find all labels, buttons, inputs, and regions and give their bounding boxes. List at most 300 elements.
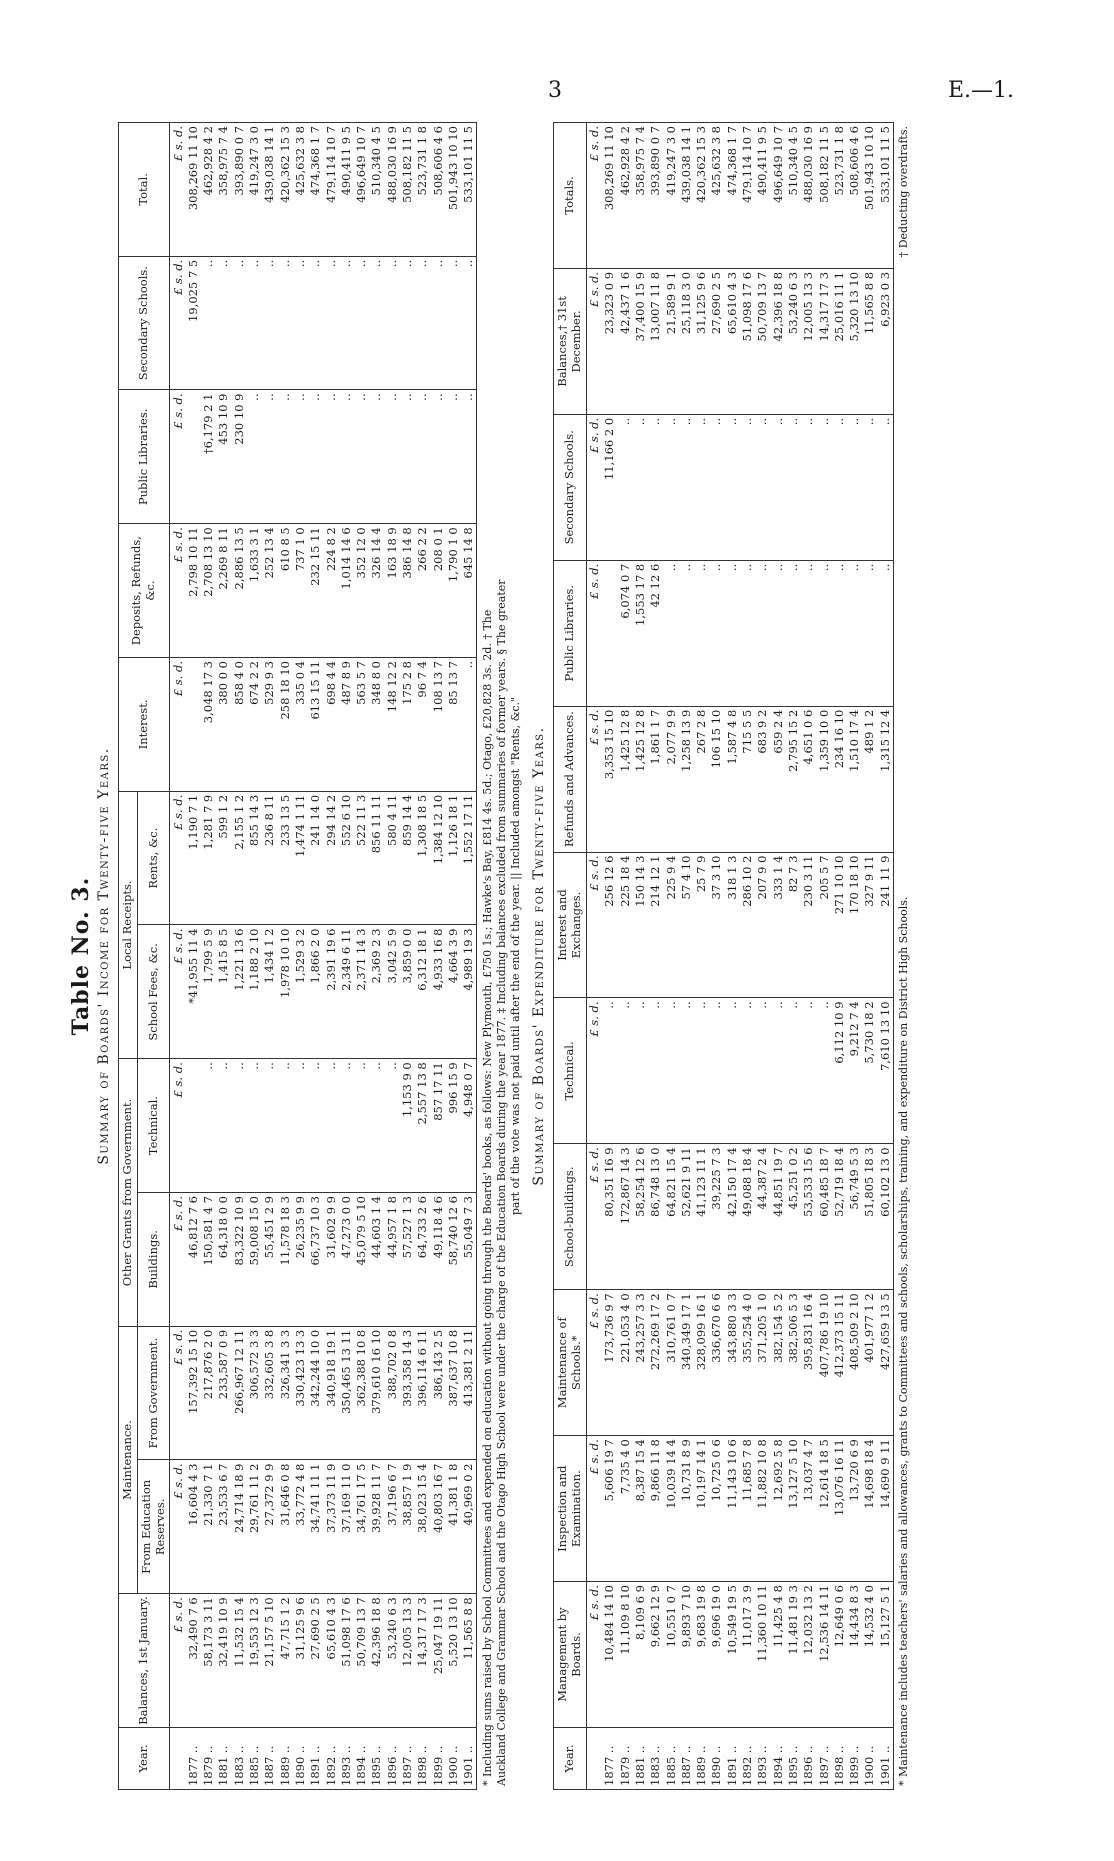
income-header: From Education Reserves. — [137, 1460, 170, 1594]
exp-unit-cell: £ s. d. — [586, 1435, 602, 1581]
amount-cell: 332,605 3 8 — [262, 1326, 277, 1460]
exp-unit-cell: £ s. d. — [586, 852, 602, 998]
amount-cell: .. — [847, 560, 862, 706]
income-header: Interest. — [119, 657, 170, 791]
amount-cell: 64,821 15 4 — [663, 1143, 678, 1289]
year-cell: 1892 .. — [740, 1727, 755, 1789]
amount-cell: 224 8 2 — [323, 523, 338, 657]
amount-cell: 427,659 13 5 — [878, 1289, 894, 1435]
amount-cell: 175 2 8 — [400, 657, 415, 791]
amount-cell: .. — [816, 560, 831, 706]
amount-cell: 39,225 7 3 — [709, 1143, 724, 1289]
amount-cell: 6,074 0 7 — [618, 560, 633, 706]
amount-cell: 1,425 12 8 — [618, 706, 633, 852]
amount-cell: .. — [878, 560, 894, 706]
amount-cell: 10,039 14 4 — [663, 1435, 678, 1581]
amount-cell: .. — [602, 997, 617, 1143]
amount-cell: 85 13 7 — [446, 657, 461, 791]
amount-cell: 19,553 12 3 — [247, 1593, 262, 1727]
expenditure-header: Totals. — [554, 122, 587, 268]
amount-cell: 208 0 1 — [430, 523, 445, 657]
amount-cell: .. — [618, 414, 633, 560]
amount-cell: 393,890 0 7 — [648, 122, 663, 268]
amount-cell: 326 14 4 — [369, 523, 384, 657]
amount-cell: 217,876 2 0 — [201, 1326, 216, 1460]
table-row — [308, 122, 323, 1789]
expenditure-subtitle: Summary of Boards' Expenditure for Twenty-five Years. — [531, 725, 548, 1186]
amount-cell: 58,740 12 6 — [446, 1192, 461, 1326]
amount-cell: .. — [232, 1058, 247, 1192]
amount-cell: 37,196 6 7 — [385, 1460, 400, 1594]
amount-cell: .. — [832, 414, 847, 560]
amount-cell: 407,786 19 10 — [816, 1289, 831, 1435]
amount-cell: 41,123 11 1 — [694, 1143, 709, 1289]
amount-cell: 382,506 5 3 — [786, 1289, 801, 1435]
amount-cell: 387,637 10 8 — [446, 1326, 461, 1460]
income-unit-cell: £ s. d. — [170, 122, 186, 256]
amount-cell: 42,396 18 8 — [770, 268, 785, 414]
amount-cell: .. — [385, 1058, 400, 1192]
income-header: School Fees, &c. — [137, 925, 170, 1059]
amount-cell: .. — [323, 390, 338, 524]
amount-cell — [602, 560, 617, 706]
amount-cell — [186, 657, 201, 791]
amount-cell: 11,481 19 3 — [786, 1581, 801, 1727]
amount-cell: 207 9 0 — [755, 852, 770, 998]
income-header: Secondary Schools. — [119, 256, 170, 390]
amount-cell: 11,685 7 8 — [740, 1435, 755, 1581]
amount-cell: 479,114 10 7 — [323, 122, 338, 256]
amount-cell: 163 18 9 — [385, 523, 400, 657]
amount-cell: 13,076 16 11 — [832, 1435, 847, 1581]
table-row — [369, 122, 384, 1789]
amount-cell: 106 15 10 — [709, 706, 724, 852]
amount-cell: 80,351 16 9 — [602, 1143, 617, 1289]
amount-cell: 1,014 14 6 — [339, 523, 354, 657]
amount-cell: 7,610 13 10 — [878, 997, 894, 1143]
amount-cell: 13,127 5 10 — [786, 1435, 801, 1581]
amount-cell: 306,572 3 3 — [247, 1326, 262, 1460]
exp-unit-cell: £ s. d. — [586, 997, 602, 1143]
amount-cell: 21,157 5 10 — [262, 1593, 277, 1727]
amount-cell: .. — [354, 1058, 369, 1192]
amount-cell: 11,882 10 8 — [755, 1435, 770, 1581]
amount-cell: .. — [694, 560, 709, 706]
amount-cell: 1,221 13 6 — [232, 925, 247, 1059]
expenditure-header: Interest and Exchanges. — [554, 852, 587, 998]
year-cell: 1897 .. — [816, 1727, 831, 1789]
amount-cell: 286 10 2 — [740, 852, 755, 998]
amount-cell: 27,690 2 5 — [308, 1593, 323, 1727]
amount-cell: 44,957 1 8 — [385, 1192, 400, 1326]
amount-cell: 613 15 11 — [308, 657, 323, 791]
amount-cell: 59,008 15 0 — [247, 1192, 262, 1326]
amount-cell: 2,886 13 5 — [232, 523, 247, 657]
amount-cell: 12,032 13 2 — [801, 1581, 816, 1727]
amount-cell: .. — [461, 657, 477, 791]
table-row — [602, 122, 617, 1789]
amount-cell: .. — [709, 997, 724, 1143]
amount-cell: .. — [740, 560, 755, 706]
page-number: 3 — [548, 78, 562, 103]
amount-cell: .. — [277, 1058, 292, 1192]
income-header: Deposits, Refunds, &c. — [119, 523, 170, 657]
amount-cell: 11,532 15 4 — [232, 1593, 247, 1727]
year-cell: 1879 .. — [201, 1727, 216, 1789]
amount-cell: 1,529 3 2 — [293, 925, 308, 1059]
income-note: * Including sums raised by School Committees and expended on education without going through the Boards' books, as follows: New Plymouth, £750 1s.; Hawke's Bay, £814 4s. 5d.; Otago, £20,828 3s. 2d. † The — [481, 609, 495, 1786]
year-cell: 1887 .. — [262, 1727, 277, 1789]
table-row — [277, 122, 292, 1789]
amount-cell: .. — [801, 414, 816, 560]
amount-cell: .. — [633, 997, 648, 1143]
year-cell: 1893 .. — [755, 1727, 770, 1789]
amount-cell: 488,030 16 9 — [801, 122, 816, 268]
amount-cell: 32,419 10 9 — [216, 1593, 231, 1727]
income-unit-cell — [170, 1727, 186, 1789]
amount-cell: .. — [770, 560, 785, 706]
amount-cell: 335 0 4 — [293, 657, 308, 791]
income-unit-cell: £ s. d. — [170, 657, 186, 791]
table-row — [354, 122, 369, 1789]
amount-cell: 252 13 4 — [262, 523, 277, 657]
exp-units-row — [586, 122, 602, 1789]
amount-cell: 53,533 15 6 — [801, 1143, 816, 1289]
expenditure-header: Refunds and Advances. — [554, 706, 587, 852]
amount-cell: 9,662 12 9 — [648, 1581, 663, 1727]
amount-cell: 533,101 11 5 — [461, 122, 477, 256]
amount-cell: .. — [354, 390, 369, 524]
table-row — [679, 122, 694, 1789]
amount-cell: .. — [339, 1058, 354, 1192]
amount-cell: .. — [755, 414, 770, 560]
income-group-header: Local Receipts. — [119, 791, 138, 1059]
amount-cell: 393,890 0 7 — [232, 122, 247, 256]
amount-cell: 26,235 9 9 — [293, 1192, 308, 1326]
amount-cell: 266,967 12 11 — [232, 1326, 247, 1460]
amount-cell: 294 14 2 — [323, 791, 338, 925]
income-unit-cell: £ s. d. — [170, 390, 186, 524]
amount-cell: 47,273 0 0 — [339, 1192, 354, 1326]
amount-cell: 1,281 7 9 — [201, 791, 216, 925]
amount-cell: 21,589 9 1 — [663, 268, 678, 414]
amount-cell: 371,205 1 0 — [755, 1289, 770, 1435]
table-row — [786, 122, 801, 1789]
year-cell: 1887 .. — [679, 1727, 694, 1789]
year-cell: 1900 .. — [862, 1727, 877, 1789]
amount-cell: 60,102 13 0 — [878, 1143, 894, 1289]
expenditure-table — [553, 122, 894, 1790]
amount-cell: 82 7 3 — [786, 852, 801, 998]
amount-cell: .. — [679, 560, 694, 706]
amount-cell: 108 13 7 — [430, 657, 445, 791]
amount-cell: 225 18 4 — [618, 852, 633, 998]
amount-cell: 439,038 14 1 — [679, 122, 694, 268]
amount-cell: 8,387 15 4 — [633, 1435, 648, 1581]
amount-cell: .. — [400, 390, 415, 524]
amount-cell: 157,392 15 10 — [186, 1326, 201, 1460]
amount-cell: .. — [663, 997, 678, 1143]
amount-cell: 380 0 0 — [216, 657, 231, 791]
amount-cell: 2,371 14 3 — [354, 925, 369, 1059]
amount-cell: 858 4 0 — [232, 657, 247, 791]
amount-cell: 41,381 1 8 — [446, 1460, 461, 1594]
amount-cell: 1,587 4 8 — [725, 706, 740, 852]
amount-cell: 9,696 19 0 — [709, 1581, 724, 1727]
income-notes — [481, 126, 523, 1786]
amount-cell: 490,411 9 5 — [755, 122, 770, 268]
amount-cell: .. — [430, 256, 445, 390]
amount-cell: 42 12 6 — [648, 560, 663, 706]
amount-cell: 1,359 10 0 — [816, 706, 831, 852]
amount-cell: 14,532 4 0 — [862, 1581, 877, 1727]
amount-cell: 737 1 0 — [293, 523, 308, 657]
exp-unit-cell: £ s. d. — [586, 1581, 602, 1727]
amount-cell: .. — [216, 256, 231, 390]
amount-cell: 32,490 7 6 — [186, 1593, 201, 1727]
amount-cell: 857 17 11 — [430, 1058, 445, 1192]
amount-cell: 49,118 4 6 — [430, 1192, 445, 1326]
amount-cell: 4,933 16 8 — [430, 925, 445, 1059]
year-cell: 1899 .. — [847, 1727, 862, 1789]
amount-cell: 12,692 5 8 — [770, 1435, 785, 1581]
amount-cell: 6,112 10 9 — [832, 997, 847, 1143]
amount-cell: .. — [816, 997, 831, 1143]
year-cell: 1900 .. — [446, 1727, 461, 1789]
table-row — [816, 122, 831, 1789]
amount-cell: 40,969 0 2 — [461, 1460, 477, 1594]
amount-cell: 1,978 10 10 — [277, 925, 292, 1059]
amount-cell: 420,362 15 3 — [277, 122, 292, 256]
expenditure-header: Inspection and Examination. — [554, 1435, 587, 1581]
table-row — [755, 122, 770, 1789]
amount-cell: 580 4 11 — [385, 791, 400, 925]
amount-cell: 5,320 13 10 — [847, 268, 862, 414]
table-row — [216, 122, 231, 1789]
amount-cell: 523,731 1 8 — [415, 122, 430, 256]
year-cell: 1889 .. — [277, 1727, 292, 1789]
year-cell: 1895 .. — [369, 1727, 384, 1789]
amount-cell: 38,023 15 4 — [415, 1460, 430, 1594]
amount-cell: 326,341 3 3 — [277, 1326, 292, 1460]
amount-cell: .. — [801, 560, 816, 706]
amount-cell: .. — [725, 414, 740, 560]
amount-cell: 13,720 6 9 — [847, 1435, 862, 1581]
amount-cell: .. — [816, 414, 831, 560]
amount-cell: 2,798 10 11 — [186, 523, 201, 657]
table-row — [878, 122, 894, 1789]
amount-cell: 3,859 0 0 — [400, 925, 415, 1059]
amount-cell: 10,484 14 10 — [602, 1581, 617, 1727]
amount-cell: 12,005 13 3 — [400, 1593, 415, 1727]
amount-cell: 563 5 7 — [354, 657, 369, 791]
amount-cell: 462,928 4 2 — [618, 122, 633, 268]
exp-unit-cell: £ s. d. — [586, 560, 602, 706]
amount-cell: 996 15 9 — [446, 1058, 461, 1192]
amount-cell: 233,587 0 9 — [216, 1326, 231, 1460]
income-group-header: Other Grants from Government. — [119, 1058, 138, 1326]
amount-cell: .. — [648, 414, 663, 560]
amount-cell: 1,861 1 7 — [648, 706, 663, 852]
amount-cell: 13,007 11 8 — [648, 268, 663, 414]
income-header: Balances, 1st January. — [119, 1593, 170, 1727]
amount-cell: 53,240 6 3 — [385, 1593, 400, 1727]
amount-cell: 340,349 17 1 — [679, 1289, 694, 1435]
amount-cell: 21,330 7 1 — [201, 1460, 216, 1594]
amount-cell: 65,610 4 3 — [323, 1593, 338, 1727]
amount-cell: 14,690 9 11 — [878, 1435, 894, 1581]
amount-cell: 2,369 2 3 — [369, 925, 384, 1059]
table-row — [847, 122, 862, 1789]
amount-cell: .. — [801, 997, 816, 1143]
amount-cell: .. — [201, 256, 216, 390]
amount-cell: .. — [755, 560, 770, 706]
rotated-content — [62, 116, 1052, 1796]
amount-cell: 3,353 15 10 — [602, 706, 617, 852]
amount-cell: .. — [446, 256, 461, 390]
amount-cell: 3,042 5 9 — [385, 925, 400, 1059]
table-row — [201, 122, 216, 1789]
amount-cell: 11,143 10 6 — [725, 1435, 740, 1581]
year-cell: 1898 .. — [415, 1727, 430, 1789]
amount-cell: 1,384 12 10 — [430, 791, 445, 925]
amount-cell: 256 12 6 — [602, 852, 617, 998]
amount-cell: .. — [847, 414, 862, 560]
exp-unit-cell: £ s. d. — [586, 414, 602, 560]
amount-cell: 496,649 10 7 — [770, 122, 785, 268]
amount-cell: 267 2 8 — [694, 706, 709, 852]
income-header: Year. — [119, 1727, 170, 1789]
amount-cell: 9,866 11 8 — [648, 1435, 663, 1581]
amount-cell: 44,603 1 4 — [369, 1192, 384, 1326]
amount-cell: .. — [725, 997, 740, 1143]
amount-cell: 412,373 15 11 — [832, 1289, 847, 1435]
table-row — [801, 122, 816, 1789]
amount-cell: 529 9 3 — [262, 657, 277, 791]
amount-cell: 33,772 4 8 — [293, 1460, 308, 1594]
amount-cell: 488,030 16 9 — [385, 122, 400, 256]
amount-cell: 12,614 18 5 — [816, 1435, 831, 1581]
amount-cell: 234 16 10 — [832, 706, 847, 852]
amount-cell: 479,114 10 7 — [740, 122, 755, 268]
amount-cell: 233 13 5 — [277, 791, 292, 925]
amount-cell: 408,509 2 10 — [847, 1289, 862, 1435]
amount-cell: 420,362 15 3 — [694, 122, 709, 268]
amount-cell: 11,565 8 8 — [862, 268, 877, 414]
amount-cell: 342,244 10 0 — [308, 1326, 323, 1460]
expenditure-header: Secondary Schools. — [554, 414, 587, 560]
amount-cell: 225 9 4 — [663, 852, 678, 998]
amount-cell: 1,553 17 8 — [633, 560, 648, 706]
amount-cell: .. — [755, 997, 770, 1143]
year-cell: 1891 .. — [308, 1727, 323, 1789]
amount-cell: 49,088 18 4 — [740, 1143, 755, 1289]
income-unit-cell: £ s. d. — [170, 1192, 186, 1326]
amount-cell: 2,269 8 11 — [216, 523, 231, 657]
amount-cell: .. — [786, 414, 801, 560]
table-row — [186, 122, 201, 1789]
amount-cell: 1,126 18 1 — [446, 791, 461, 925]
table-row — [770, 122, 785, 1789]
amount-cell: 11,017 3 9 — [740, 1581, 755, 1727]
table-row — [385, 122, 400, 1789]
income-header: Total. — [119, 122, 170, 256]
amount-cell: 355,254 4 0 — [740, 1289, 755, 1435]
expenditure-notes — [897, 126, 910, 1786]
amount-cell: 56,749 5 3 — [847, 1143, 862, 1289]
amount-cell: 659 2 4 — [770, 706, 785, 852]
amount-cell: 2,155 1 2 — [232, 791, 247, 925]
amount-cell: 419,247 3 0 — [663, 122, 678, 268]
amount-cell: 14,698 18 4 — [862, 1435, 877, 1581]
amount-cell: 1,474 1 11 — [293, 791, 308, 925]
amount-cell: 24,714 18 9 — [232, 1460, 247, 1594]
amount-cell: 333 1 4 — [770, 852, 785, 998]
income-unit-cell: £ s. d. — [170, 791, 186, 925]
page-reference: E.—1. — [948, 78, 1015, 103]
amount-cell: 172,867 14 3 — [618, 1143, 633, 1289]
income-units-row — [170, 122, 186, 1789]
amount-cell: .. — [633, 414, 648, 560]
year-cell: 1890 .. — [709, 1727, 724, 1789]
amount-cell: 14,434 8 3 — [847, 1581, 862, 1727]
amount-cell: 170 18 10 — [847, 852, 862, 998]
expenditure-header: Balances,† 31st December. — [554, 268, 587, 414]
amount-cell: 58,173 3 11 — [201, 1593, 216, 1727]
amount-cell: 31,602 9 9 — [323, 1192, 338, 1326]
amount-cell: 83,322 10 9 — [232, 1192, 247, 1326]
amount-cell: 610 8 5 — [277, 523, 292, 657]
year-cell: 1879 .. — [618, 1727, 633, 1789]
year-cell: 1883 .. — [648, 1727, 663, 1789]
year-cell: 1894 .. — [770, 1727, 785, 1789]
amount-cell: 64,733 2 6 — [415, 1192, 430, 1326]
amount-cell: .. — [400, 256, 415, 390]
amount-cell: 1,866 2 0 — [308, 925, 323, 1059]
amount-cell: 508,606 4 6 — [430, 122, 445, 256]
amount-cell: 386,143 2 5 — [430, 1326, 445, 1460]
expenditure-header: School-buildings. — [554, 1143, 587, 1289]
table-row — [663, 122, 678, 1789]
year-cell: 1877 .. — [186, 1727, 201, 1789]
amount-cell: 5,606 19 7 — [602, 1435, 617, 1581]
income-unit-cell: £ s. d. — [170, 523, 186, 657]
amount-cell: 205 5 7 — [816, 852, 831, 998]
amount-cell: 413,381 2 11 — [461, 1326, 477, 1460]
amount-cell: 272,269 17 2 — [648, 1289, 663, 1435]
amount-cell: 40,803 16 7 — [430, 1460, 445, 1594]
amount-cell: 232 15 11 — [308, 523, 323, 657]
income-unit-cell: £ s. d. — [170, 256, 186, 390]
amount-cell: 683 9 2 — [755, 706, 770, 852]
amount-cell: 393,358 14 3 — [400, 1326, 415, 1460]
year-cell: 1893 .. — [339, 1727, 354, 1789]
amount-cell: 2,391 19 6 — [323, 925, 338, 1059]
amount-cell: 474,368 1 7 — [308, 122, 323, 256]
year-cell: 1881 .. — [633, 1727, 648, 1789]
amount-cell: 645 14 8 — [461, 523, 477, 657]
amount-cell: 258 18 10 — [277, 657, 292, 791]
table-row — [709, 122, 724, 1789]
amount-cell: .. — [461, 390, 477, 524]
amount-cell: .. — [201, 1058, 216, 1192]
amount-cell: 29,761 11 2 — [247, 1460, 262, 1594]
amount-cell: 7,735 4 0 — [618, 1435, 633, 1581]
amount-cell: 23,533 6 7 — [216, 1460, 231, 1594]
amount-cell: 523,731 1 8 — [832, 122, 847, 268]
amount-cell: .. — [385, 390, 400, 524]
amount-cell: .. — [770, 414, 785, 560]
